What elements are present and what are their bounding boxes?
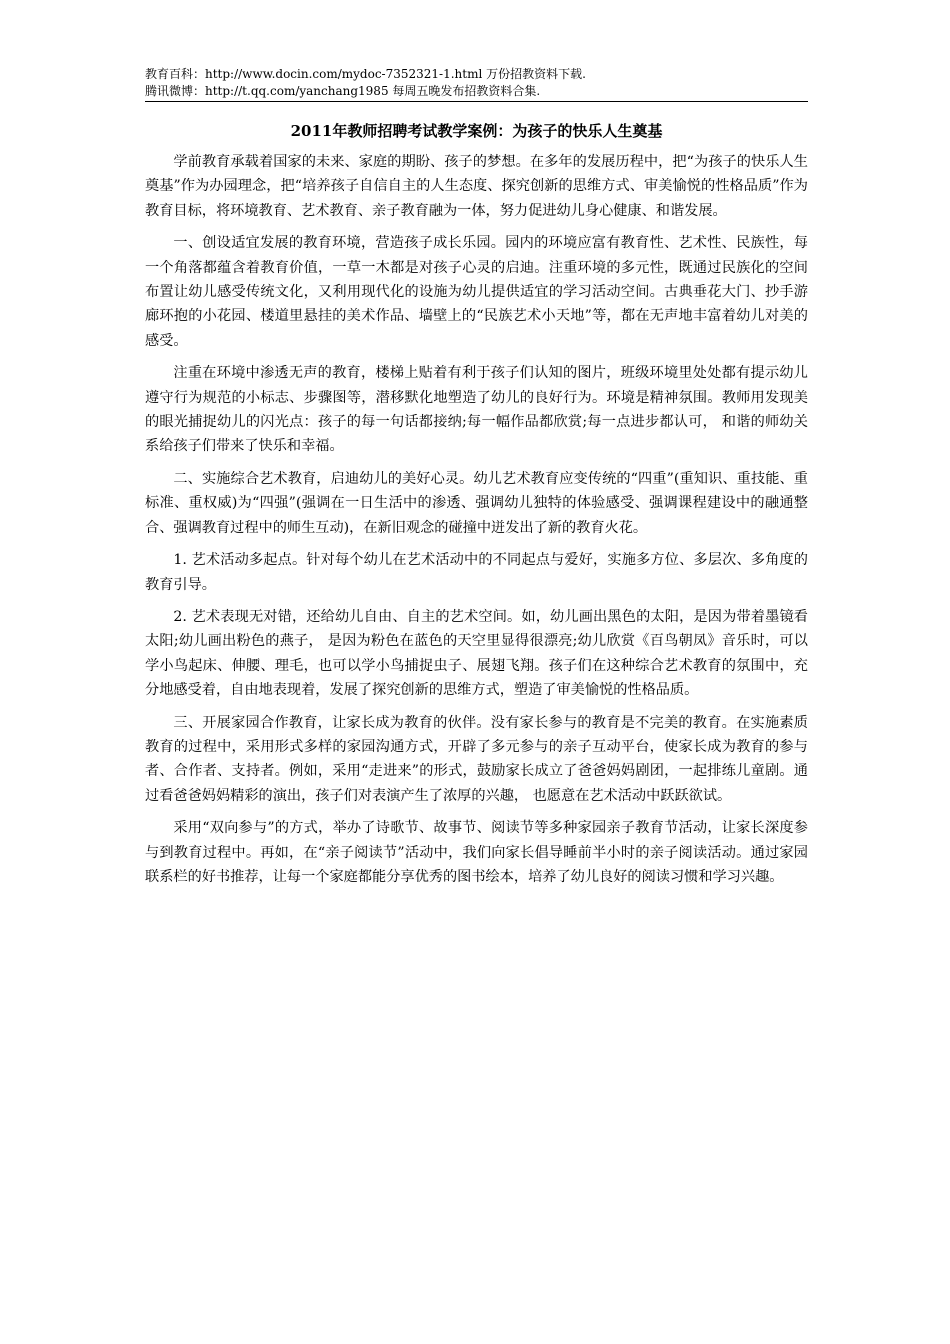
document-body: [145, 120, 808, 897]
header-line-weibo: 腾讯微博：http://t.qq.com/yanchang1985 每周五晚发布招教资料合集.: [145, 84, 541, 98]
header-line-docin: 教育百科：http://www.docin.com/mydoc-7352321-1.html 万份招教资料下载.: [145, 67, 586, 81]
document-title: 2011年教师招聘考试教学案例：为孩子的快乐人生奠基: [290, 122, 663, 140]
paragraph-section-3: 三、开展家园合作教育，让家长成为教育的伙伴。没有家长参与的教育是不完美的教育。在实施素质教育的过程中，采用形式多样的家园沟通方式，开辟了多元参与的亲子互动平台，使家长成为教育的参与者、合作者、支持者。例如，采用“走进来”的形式，鼓励家长成立了爸爸妈妈剧团，一起排练儿童剧。通过看爸爸妈妈精彩的演出，孩子们对表演产生了浓厚的兴趣， 也愿意在艺术活动中跃跃欲试。: [145, 714, 808, 804]
paragraph-section-3-continued: 采用“双向参与”的方式，举办了诗歌节、故事节、阅读节等多种家园亲子教育节活动，让家长深度参与到教育过程中。再如，在“亲子阅读节”活动中，我们向家长倡导睡前半小时的亲子阅读活动。通过家园联系栏的好书推荐，让每一个家庭都能分享优秀的图书绘本，培养了幼儿良好的阅读习惯和学习兴趣。: [145, 820, 808, 885]
paragraph-intro: 学前教育承载着国家的未来、家庭的期盼、孩子的梦想。在多年的发展历程中，把“为孩子的快乐人生奠基”作为办园理念，把“培养孩子自信自主的人生态度、探究创新的思维方式、审美愉悦的性格品质”作为教育目标，将环境教育、艺术教育、亲子教育融为一体，努力促进幼儿身心健康、和谐发展。: [145, 154, 808, 219]
page-header: [145, 66, 808, 102]
paragraph-section-2: 二、实施综合艺术教育，启迪幼儿的美好心灵。幼儿艺术教育应变传统的“四重”(重知识、重技能、重标准、重权威)为“四强”(强调在一日生活中的渗透、强调幼儿独特的体验感受、强调课程建设中的融通整合、强调教育过程中的师生互动)，在新旧观念的碰撞中迸发出了新的教育火花。: [145, 470, 808, 536]
paragraph-item-2: 2. 艺术表现无对错，还给幼儿自由、自主的艺术空间。如，幼儿画出黑色的太阳，是因为带着墨镜看太阳;幼儿画出粉色的燕子， 是因为粉色在蓝色的天空里显得很漂亮;幼儿欣赏《百鸟朝凤》音乐时，可以学小鸟起床、伸腰、理毛，也可以学小鸟捕捉虫子、展翅飞翔。孩子们在这种综合艺术教育的氛围中，充分地感受着，自由地表现着，发展了探究创新的思维方式，塑造了审美愉悦的性格品质。: [145, 608, 808, 699]
paragraph-section-1: 一、创设适宜发展的教育环境，营造孩子成长乐园。园内的环境应富有教育性、艺术性、民族性，每一个角落都蕴含着教育价值，一草一木都是对孩子心灵的启迪。注重环境的多元性，既通过民族化的空间布置让幼儿感受传统文化，又利用现代化的设施为幼儿提供适宜的学习活动空间。古典垂花大门、抄手游廊环抱的小花园、楼道里悬挂的美术作品、墙壁上的“民族艺术小天地”等，都在无声地丰富着幼儿对美的感受。: [145, 235, 808, 349]
paragraph-item-1: 1. 艺术活动多起点。针对每个幼儿在艺术活动中的不同起点与爱好，实施多方位、多层次、多角度的教育引导。: [145, 552, 808, 593]
paragraph-section-1-continued: 注重在环境中渗透无声的教育，楼梯上贴着有利于孩子们认知的图片，班级环境里处处都有提示幼儿遵守行为规范的小标志、步骤图等，潜移默化地塑造了幼儿的良好行为。环境是精神氛围。教师用发现美的眼光捕捉幼儿的闪光点：孩子的每一句话都接纳;每一幅作品都欣赏;每一点进步都认可， 和谐的师幼关系给孩子们带来了快乐和幸福。: [145, 365, 808, 455]
